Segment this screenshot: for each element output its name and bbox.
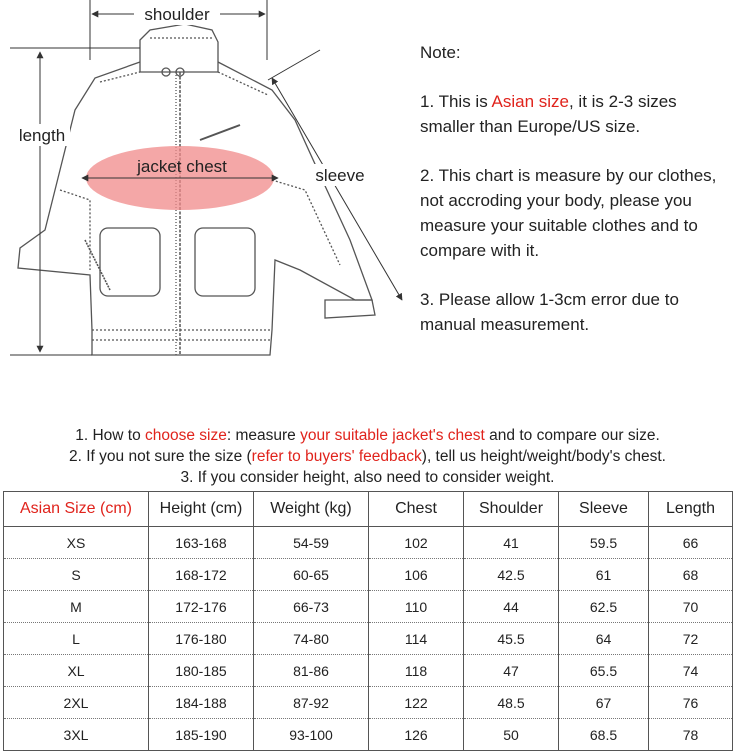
cell-weight: 93-100 bbox=[254, 719, 369, 751]
table-row bbox=[4, 591, 733, 623]
size-table bbox=[3, 491, 733, 751]
header-sleeve: Sleeve bbox=[559, 492, 649, 527]
header-length: Length bbox=[649, 492, 733, 527]
cell-size: M bbox=[4, 591, 149, 623]
cell-shoulder: 47 bbox=[464, 655, 559, 687]
cell-sleeve: 68.5 bbox=[559, 719, 649, 751]
table-row bbox=[4, 719, 733, 751]
cell-chest: 126 bbox=[369, 719, 464, 751]
header-weight: Weight (kg) bbox=[254, 492, 369, 527]
cell-shoulder: 45.5 bbox=[464, 623, 559, 655]
table-header-row bbox=[4, 492, 733, 527]
note-item-2: 2. This chart is measure by our clothes, not accroding your body, please you measure your suitable clothes and to compare with it. bbox=[420, 166, 717, 260]
instruction-line-3: 3. If you consider height, also need to consider weight. bbox=[180, 469, 555, 486]
cell-shoulder: 48.5 bbox=[464, 687, 559, 719]
cell-length: 72 bbox=[649, 623, 733, 655]
cell-length: 68 bbox=[649, 559, 733, 591]
cell-chest: 122 bbox=[369, 687, 464, 719]
cell-height: 163-168 bbox=[149, 527, 254, 559]
cell-shoulder: 42.5 bbox=[464, 559, 559, 591]
cell-shoulder: 41 bbox=[464, 527, 559, 559]
note-item-1: 1. This is Asian size, it is 2-3 sizes smaller than Europe/US size. bbox=[420, 92, 677, 136]
cell-sleeve: 59.5 bbox=[559, 527, 649, 559]
cell-weight: 81-86 bbox=[254, 655, 369, 687]
cell-size: L bbox=[4, 623, 149, 655]
cell-chest: 118 bbox=[369, 655, 464, 687]
size-instructions bbox=[0, 425, 735, 488]
cell-height: 180-185 bbox=[149, 655, 254, 687]
notes-title: Note: bbox=[420, 43, 461, 62]
cell-shoulder: 50 bbox=[464, 719, 559, 751]
cell-weight: 60-65 bbox=[254, 559, 369, 591]
cell-sleeve: 64 bbox=[559, 623, 649, 655]
cell-height: 176-180 bbox=[149, 623, 254, 655]
header-asian-size: Asian Size (cm) bbox=[4, 492, 149, 527]
table-row bbox=[4, 559, 733, 591]
cell-sleeve: 61 bbox=[559, 559, 649, 591]
cell-weight: 74-80 bbox=[254, 623, 369, 655]
cell-size: XS bbox=[4, 527, 149, 559]
table-row bbox=[4, 527, 733, 559]
cell-height: 184-188 bbox=[149, 687, 254, 719]
instruction-line-1: 1. How to choose size: measure your suitable jacket's chest and to compare our size. bbox=[75, 427, 660, 444]
cell-chest: 114 bbox=[369, 623, 464, 655]
length-label: length bbox=[18, 126, 66, 145]
cell-chest: 110 bbox=[369, 591, 464, 623]
cell-length: 78 bbox=[649, 719, 733, 751]
cell-size: 2XL bbox=[4, 687, 149, 719]
cell-size: S bbox=[4, 559, 149, 591]
sleeve-label: sleeve bbox=[315, 166, 365, 185]
cell-sleeve: 62.5 bbox=[559, 591, 649, 623]
header-shoulder: Shoulder bbox=[464, 492, 559, 527]
cell-chest: 102 bbox=[369, 527, 464, 559]
sleeve-tick bbox=[268, 50, 320, 80]
cell-sleeve: 65.5 bbox=[559, 655, 649, 687]
instruction-line-2: 2. If you not sure the size (refer to buyers' feedback), tell us height/weight/body's chest. bbox=[69, 448, 666, 465]
cell-height: 168-172 bbox=[149, 559, 254, 591]
cell-chest: 106 bbox=[369, 559, 464, 591]
cell-length: 76 bbox=[649, 687, 733, 719]
table-row bbox=[4, 687, 733, 719]
asian-size-highlight: Asian size bbox=[491, 92, 569, 111]
header-chest: Chest bbox=[369, 492, 464, 527]
shoulder-label: shoulder bbox=[144, 5, 210, 24]
table-row bbox=[4, 623, 733, 655]
cell-weight: 87-92 bbox=[254, 687, 369, 719]
cell-sleeve: 67 bbox=[559, 687, 649, 719]
cell-size: XL bbox=[4, 655, 149, 687]
cell-length: 74 bbox=[649, 655, 733, 687]
header-height: Height (cm) bbox=[149, 492, 254, 527]
jacket-diagram bbox=[0, 0, 410, 380]
cell-height: 185-190 bbox=[149, 719, 254, 751]
cell-size: 3XL bbox=[4, 719, 149, 751]
notes-panel bbox=[420, 40, 725, 361]
chest-label: jacket chest bbox=[137, 157, 227, 176]
table-row bbox=[4, 655, 733, 687]
note-item-3: 3. Please allow 1-3cm error due to manual measurement. bbox=[420, 290, 679, 334]
cell-weight: 66-73 bbox=[254, 591, 369, 623]
cell-shoulder: 44 bbox=[464, 591, 559, 623]
cell-weight: 54-59 bbox=[254, 527, 369, 559]
cell-height: 172-176 bbox=[149, 591, 254, 623]
cell-length: 70 bbox=[649, 591, 733, 623]
cell-length: 66 bbox=[649, 527, 733, 559]
